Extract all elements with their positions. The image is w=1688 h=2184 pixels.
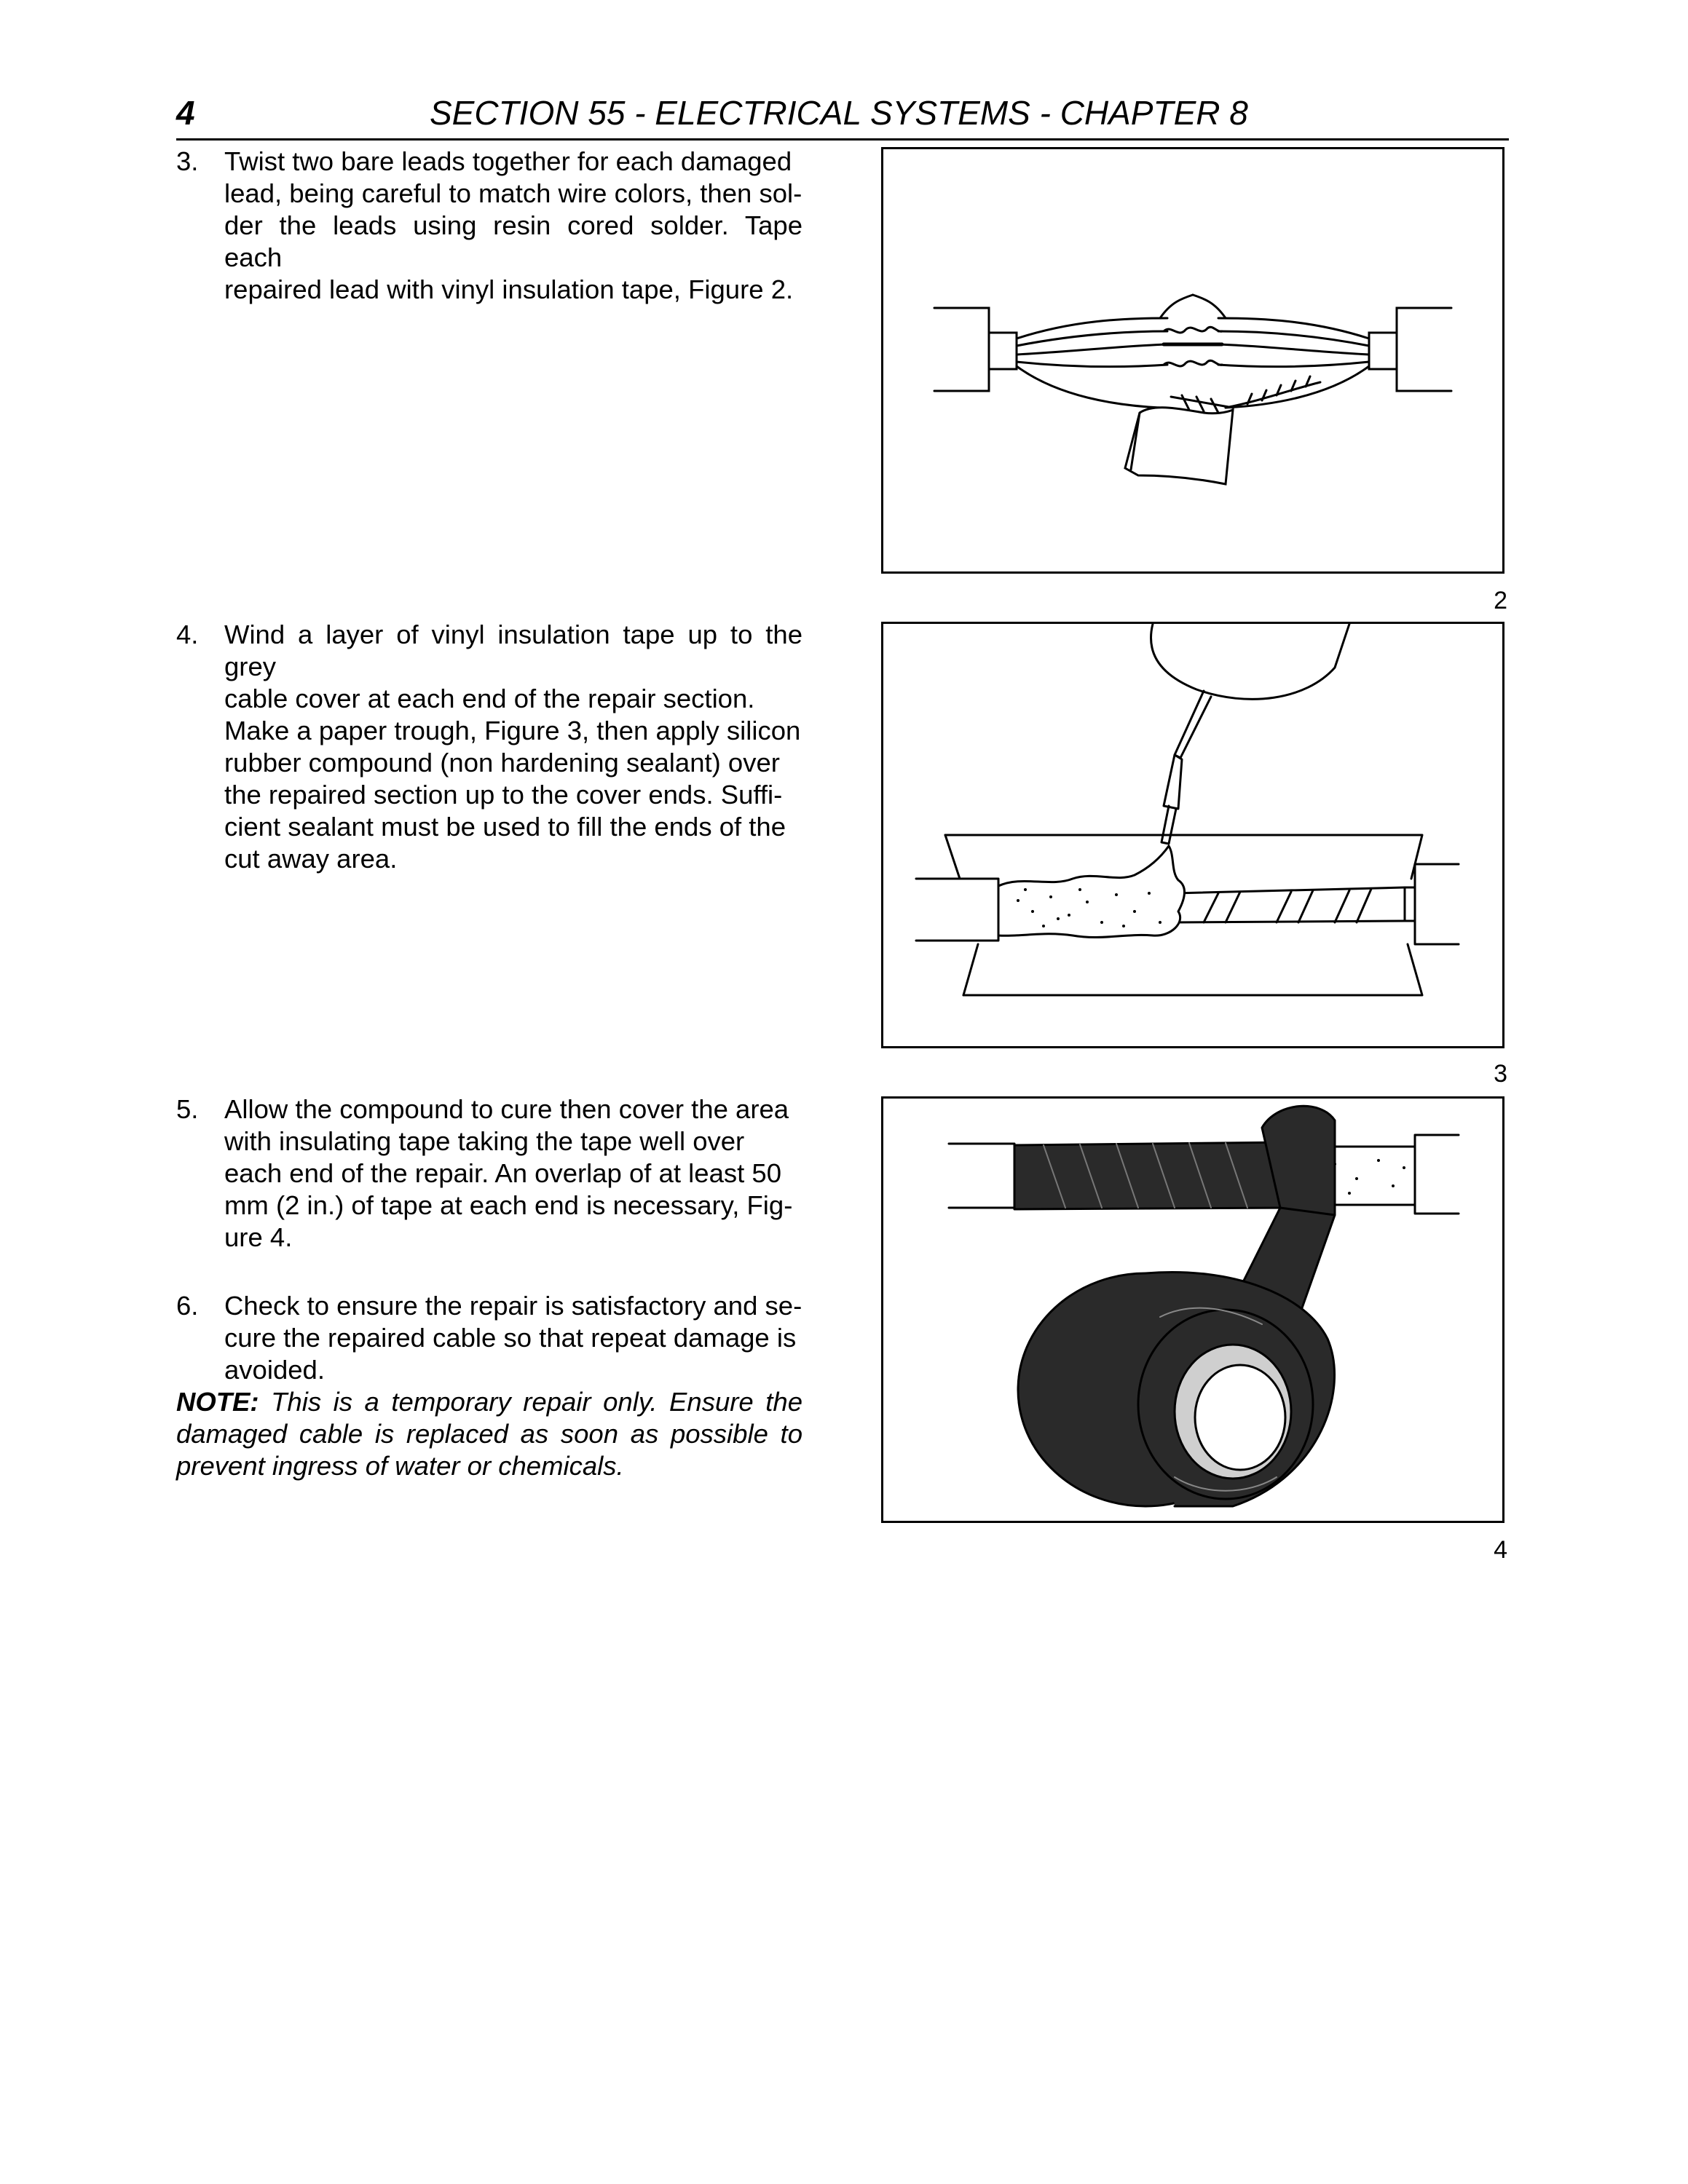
figure-number: 4 [1494,1536,1507,1564]
step-line: each end of the repair. An overlap of at least 50 [224,1158,782,1188]
step-line: cut away area. [224,844,398,874]
step-line: rubber compound (non hardening sealant) over [224,748,780,778]
figure-number: 3 [1494,1060,1507,1088]
step-line: lead, being careful to match wire colors, then sol- [224,178,802,208]
step-line: Twist two bare leads together for each damaged [224,146,792,176]
step-4 [176,619,802,875]
figure-3-illustration [883,624,1502,1046]
step-line: mm (2 in.) of tape at each end is necessary, Fig- [224,1190,793,1220]
note-text: This is a temporary repair only. Ensure the damaged cable is replaced as soon as possible to prevent ingress of water or chemicals. [176,1387,802,1481]
note-label: NOTE: [176,1387,259,1417]
step-number: 4. [176,620,199,649]
figure-2-illustration [883,149,1502,571]
figure-3-sealant-application [881,622,1504,1048]
step-6 [176,1290,802,1386]
header-rule [176,138,1509,141]
step-number: 3. [176,146,199,176]
step-line: der the leads using resin cored solder. Tape each [224,210,802,272]
step-line: with insulating tape taking the tape well over [224,1126,745,1156]
step-line: cure the repaired cable so that repeat damage is [224,1323,797,1353]
figure-4-illustration [883,1099,1502,1521]
step-line: Make a paper trough, Figure 3, then apply silicon [224,716,801,745]
step-line: Allow the compound to cure then cover the area [224,1094,789,1124]
note [176,1386,802,1482]
figure-number: 2 [1494,587,1507,614]
step-line: cable cover at each end of the repair section. [224,684,755,713]
step-line: repaired lead with vinyl insulation tape, Figure 2. [224,274,794,304]
step-number: 6. [176,1291,199,1321]
step-line: avoided. [224,1355,325,1385]
running-head: SECTION 55 - ELECTRICAL SYSTEMS - CHAPTER 8 [430,94,1248,132]
step-5 [176,1093,802,1254]
step-number: 5. [176,1094,199,1124]
figure-2-twisted-leads [881,147,1504,574]
step-line: Wind a layer of vinyl insulation tape up to the grey [224,620,802,681]
step-3 [176,146,802,306]
step-line: ure 4. [224,1222,293,1252]
figure-4-insulating-tape [881,1096,1504,1523]
step-line: cient sealant must be used to fill the ends of the [224,812,786,842]
step-line: the repaired section up to the cover ends. Suffi- [224,780,783,810]
step-line: Check to ensure the repair is satisfactory and se- [224,1291,802,1321]
page-number: 4 [176,94,195,132]
